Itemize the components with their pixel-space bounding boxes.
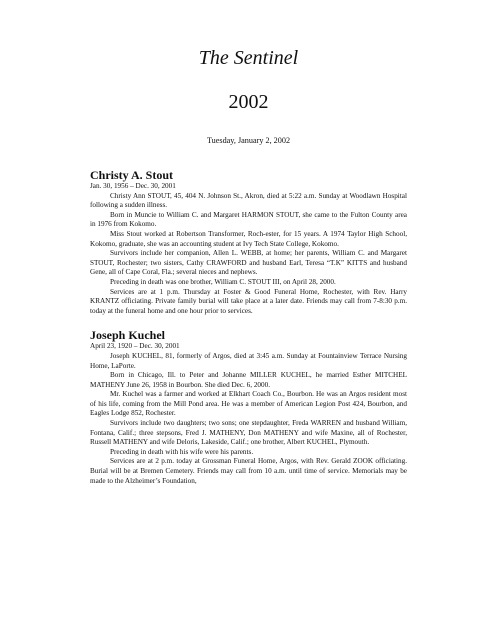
newspaper-title: The Sentinel bbox=[198, 47, 299, 69]
obituary-paragraph: Survivors include her companion, Allen L. WEBB, at home; her parents, William C. and Margaret STOUT, Rochester; two sisters, Cathy CRAWFORD and husband Earl, Teresa “T.K” KITTS and husband Gene, all of Cape Coral, Fla.; several nieces and nephews. bbox=[90, 249, 407, 277]
obituary-dates: Jan. 30, 1956 – Dec. 30, 2001 bbox=[90, 182, 176, 190]
obituary-paragraph: Mr. Kuchel was a farmer and worked at Elkhart Coach Co., Bourbon. He was an Argos resident most of his life, coming from the Mill Pond area. He was a member of American Legion Post 424, Bourbon, and Eagles Lodge 852, Rochester. bbox=[90, 390, 407, 418]
obituary-paragraph: Born in Muncie to William C. and Margaret HARMON STOUT, she came to the Fulton County area in 1976 from Kokomo. bbox=[90, 210, 407, 229]
masthead bbox=[90, 0, 407, 146]
obituary-paragraph: Preceding in death was one brother, William C. STOUT III, on April 28, 2000. bbox=[110, 277, 336, 286]
volume-year: 2002 bbox=[228, 91, 269, 113]
obituary-name: Joseph Kuchel bbox=[90, 328, 166, 343]
issue-date: Tuesday, January 2, 2002 bbox=[206, 136, 291, 145]
obituary-paragraph: Born in Chicago, Ill. to Peter and Johanne MILLER KUCHEL, he married Esther MITCHEL MATHENY June 26, 1958 in Bourbon. She died Dec. 6, 2000. bbox=[90, 371, 407, 389]
obituary-name: Christy A. Stout bbox=[90, 168, 174, 182]
obituary-paragraph: Preceding in death with his wife were his parents. bbox=[110, 447, 254, 456]
obituary-joseph-kuchel bbox=[90, 328, 407, 486]
obituary-paragraph: Christy Ann STOUT, 45, 404 N. Johnson St., Akron, died at 5:22 a.m. Sunday at Woodlawn Hospital following a sudden illness. bbox=[90, 191, 407, 210]
obituary-paragraph: Survivors include two daughters; two sons; one stepdaughter, Freda WARREN and husband William, Fontana, Calif.; three stepsons, Fred J. MATHENY, Don MATHENY and wife Maxine, all of Rochester, Russell MATHENY and wife Deloris, Lakeside, Calif.; one brother, Albert KUCHEL, Plymouth. bbox=[90, 419, 407, 447]
obituary-paragraph: Services are at 1 p.m. Thursday at Foster & Good Funeral Home, Rochester, with Rev. Harry KRANTZ officiating. Private family burial will take place at a later date. Friends may call from 7-8:30 p.m. today at the funeral home and one hour prior to services. bbox=[90, 287, 407, 315]
obituary-dates: April 23, 1920 – Dec. 30, 2001 bbox=[90, 342, 180, 351]
obituary-paragraph: Joseph KUCHEL, 81, formerly of Argos, died at 3:45 a.m. Sunday at Fountainview Terrace Nursing Home, LaPorte. bbox=[90, 351, 407, 370]
obituary-christy-stout bbox=[90, 168, 407, 316]
obituary-paragraph: Services are at 2 p.m. today at Grossman Funeral Home, Argos, with Rev. Gerald ZOOK officiating. Burial will be at Bremen Cemetery. Friends may call from 10 a.m. until time of service. Memorials may be made to the Alzheimer’s Foundation, bbox=[90, 457, 407, 485]
obituary-paragraph: Miss Stout worked at Robertson Transformer, Roch-ester, for 15 years. A 1974 Taylor High School, Kokomo, graduate, she was an accounting student at Ivy Tech State College, Kokomo. bbox=[90, 229, 407, 248]
